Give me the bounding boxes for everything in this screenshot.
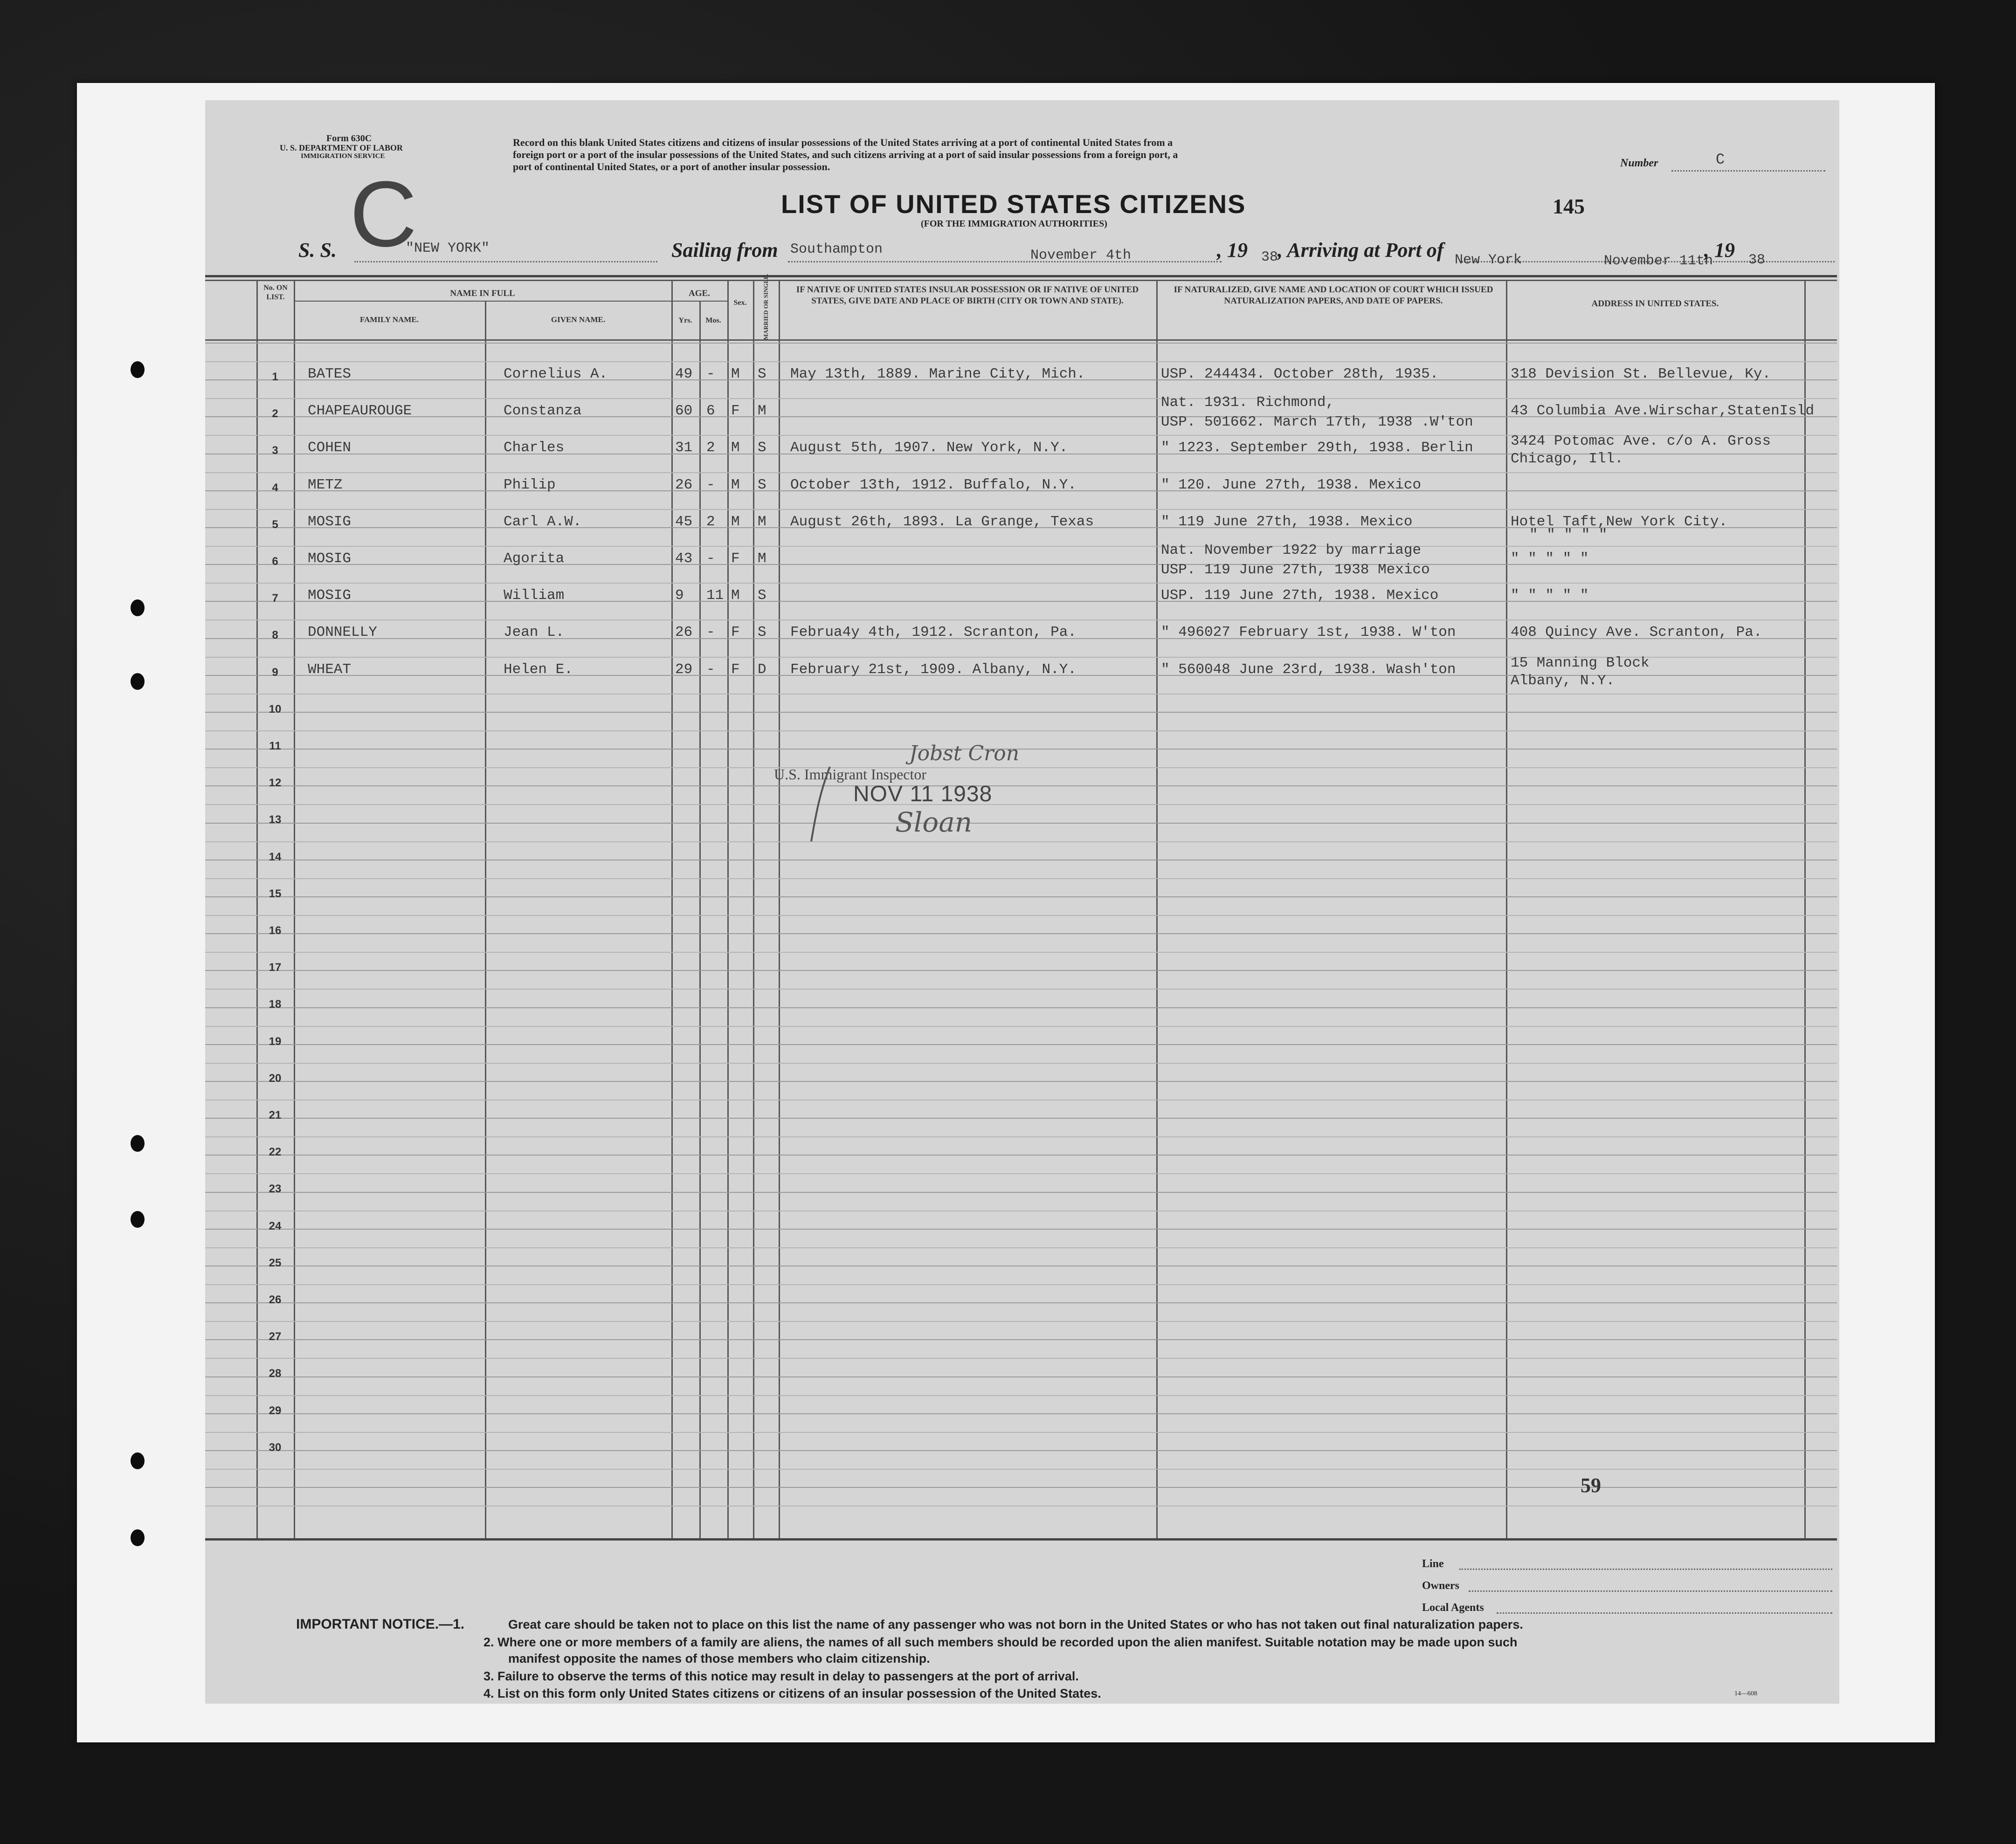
row-rule [205,1044,1837,1045]
row-rule [205,1229,1837,1230]
cell-birth: August 26th, 1893. La Grange, Texas [790,513,1094,530]
cell-mos: 2 [706,513,715,530]
cell-addr-1: 43 Columbia Ave.Wirschar,StatenIsld [1511,403,1815,420]
stamp-number: 145 [1553,194,1585,218]
notice-item-2a: 2. Where one or more members of a family are aliens, the names of all such members should be recorded upon the alien manifest. Suitable notation may be made upon such [483,1635,1518,1649]
header-given-name: GIVEN NAME. [551,315,606,324]
cell-family: MOSIG [308,550,352,567]
row-rule [205,1450,1837,1451]
row-rule [205,1469,1837,1470]
cell-given: Jean L. [504,624,565,641]
row-number: 21 [269,1109,282,1122]
cell-birth: October 13th, 1912. Buffalo, N.Y. [790,476,1077,493]
owners-label: Owners [1422,1580,1459,1592]
row-rule [205,583,1837,584]
cell-sex: M [731,440,740,456]
service-name: IMMIGRATION SERVICE [301,152,385,160]
owners-field [1469,1590,1832,1592]
cell-birth: Februa4y 4th, 1912. Scranton, Pa. [790,624,1077,641]
row-rule [205,398,1837,399]
header-birth: IF NATIVE OF UNITED STATES INSULAR POSSESSION OR IF NATIVE OF UNITED STATES, GIVE DATE AND PLACE OF BIRTH (CITY OR TOWN AND STATE). [796,285,1139,306]
punch-hole [131,1529,145,1546]
handwritten-letter: C [350,162,417,266]
cell-given: Philip [504,476,556,493]
signature-stroke [802,762,895,855]
cell-mos: - [706,366,715,382]
notice-item-1: Great care should be taken not to place on this list the name of any passenger who was not born in the United States or who has not taken out final naturalization papers. [508,1617,1523,1631]
cell-sex: M [731,513,740,530]
cell-mos: 2 [706,440,715,456]
ship-name: "NEW YORK" [406,241,490,256]
row-rule [205,915,1837,916]
row-rule [205,1192,1837,1193]
cell-family: MOSIG [308,513,352,530]
row-number: 26 [269,1294,282,1306]
row-rule [205,952,1837,953]
row-rule [205,1081,1837,1082]
cell-mos: - [706,476,715,493]
row-rule [205,1007,1837,1008]
row-rule [205,1506,1837,1507]
cell-yrs: 45 [675,513,693,530]
cell-birth: August 5th, 1907. New York, N.Y. [790,440,1068,456]
row-rule [205,1302,1837,1303]
manifest-table [205,275,1837,1543]
arrival-date: November 11th [1604,253,1713,269]
row-rule [205,564,1837,565]
cell-addr-1: " " " " " [1511,587,1589,604]
cell-addr-1: 408 Quincy Ave. Scranton, Pa. [1511,624,1762,641]
cell-ms: M [758,403,766,420]
header-sex: Sex. [733,299,747,307]
cell-birth: February 21st, 1909. Albany, N.Y. [790,661,1077,678]
cell-family: COHEN [308,440,352,456]
cell-yrs: 60 [675,403,693,420]
cell-family: MOSIG [308,587,352,604]
arrival-year: 38 [1748,252,1766,268]
punch-hole [131,1452,145,1469]
number-label: Number [1620,157,1658,169]
cell-ms: S [758,440,766,456]
second-signature: Sloan [895,806,973,838]
cell-ms: M [758,513,766,530]
cell-ms: D [758,661,766,678]
inspector-signature: Jobst Cron [909,742,1020,765]
arriving-port: New York [1455,252,1522,268]
row-number: 20 [269,1072,282,1085]
punch-hole [131,361,145,378]
row-number: 10 [269,702,282,716]
punch-hole [131,599,145,616]
row-rule [205,1339,1837,1340]
row-rule [205,343,1837,344]
row-rule [205,546,1837,547]
sailing-year-prefix: , 19 [1217,239,1248,261]
cell-family: CHAPEAUROUGE [308,403,412,420]
row-rule [205,1284,1837,1285]
cell-given: Cornelius A. [504,366,608,382]
header-age: AGE. [689,289,710,298]
row-number: 6 [272,555,278,568]
row-number: 23 [269,1183,282,1196]
arrival-year-prefix: , 19 [1704,239,1735,261]
cell-sex: M [731,476,740,493]
row-number: 1 [272,371,278,383]
cell-nat-1: Nat. 1931. Richmond, [1161,394,1335,411]
cell-nat-1: Nat. November 1922 by marriage [1161,542,1422,558]
cell-given: William [504,587,565,604]
cell-family: METZ [308,476,343,493]
row-number: 16 [269,924,282,937]
row-rule [205,712,1837,713]
row-number: 15 [269,887,282,900]
agents-field [1497,1612,1832,1614]
row-number: 18 [269,998,282,1011]
ss-label: S. S. [298,239,337,261]
row-rule [205,1155,1837,1156]
agents-label: Local Agents [1422,1602,1484,1614]
row-rule [205,970,1837,971]
cell-nat-1: " 1223. September 29th, 1938. Berlin [1161,440,1473,456]
row-number: 19 [269,1035,282,1048]
cell-family: BATES [308,366,352,382]
row-number: 30 [269,1441,282,1454]
row-rule [205,1247,1837,1248]
row-rule [205,989,1837,990]
stamp-date: NOV 11 1938 [853,782,993,806]
cell-birth: May 13th, 1889. Marine City, Mich. [790,366,1085,382]
row-rule [205,1432,1837,1433]
cell-yrs: 26 [675,476,693,493]
cell-given: Helen E. [504,661,573,678]
inspector-stamp [718,743,1184,893]
row-rule [205,694,1837,695]
cell-mos: - [706,550,715,567]
cell-ms: M [758,550,766,567]
row-rule [205,933,1837,934]
row-rule [205,1100,1837,1101]
line-field [1459,1569,1832,1570]
row-rule [205,1413,1837,1414]
row-number: 11 [269,740,281,752]
header-family-name: FAMILY NAME. [360,315,419,324]
cell-sex: F [731,624,740,641]
cell-nat-1: " 120. June 27th, 1938. Mexico [1161,476,1422,493]
cell-ms: S [758,587,766,604]
cell-ms: S [758,476,766,493]
cell-nat-2: USP. 501662. March 17th, 1938 .W'ton [1161,414,1473,431]
row-rule [205,1063,1837,1064]
page-number: 59 [1581,1474,1601,1497]
sailing-from-value: Southampton [790,241,883,257]
page-subtitle: (FOR THE IMMIGRATION AUTHORITIES) [921,219,1107,229]
row-rule [205,472,1837,473]
row-rule [205,619,1837,620]
cell-addr-2: Chicago, Ill. [1511,451,1623,468]
cell-addr-2: Albany, N.Y. [1511,672,1615,689]
header-no-on-list: No. ON LIST. [263,284,288,301]
header-married-single: MARRIED OR SINGLE. [762,274,769,340]
cell-addr-1: 318 Devision St. Bellevue, Ky. [1511,366,1771,382]
row-number: 2 [272,407,278,420]
cell-nat-1: " 119 June 27th, 1938. Mexico [1161,513,1413,530]
cell-mos: - [706,661,715,678]
cell-yrs: 26 [675,624,693,641]
row-rule [205,730,1837,731]
row-number: 14 [269,850,282,863]
cell-mos: - [706,624,715,641]
row-number: 12 [269,777,282,790]
cell-given: Charles [504,440,565,456]
cell-addr-1: 3424 Potomac Ave. c/o A. Gross [1511,433,1771,450]
cell-addr-1: " " " " " [1511,550,1589,567]
row-number: 25 [269,1256,282,1269]
cell-yrs: 43 [675,550,693,567]
department-name: U. S. DEPARTMENT OF LABOR [280,143,403,152]
cell-sex: M [731,366,740,382]
row-number: 3 [272,444,278,457]
cell-yrs: 9 [675,587,684,604]
cell-ms: S [758,366,766,382]
cell-ms: S [758,624,766,641]
instruction-line-2: foreign port or a port of the insular possessions of the United States, and such citizens arriving at a port of said insular possessions from a foreign port, a [513,149,1178,160]
row-number: 29 [269,1404,282,1417]
cell-sex: F [731,403,740,420]
row-rule [205,1173,1837,1174]
row-number: 17 [269,961,282,974]
row-rule [205,1026,1837,1027]
cell-nat-1: " 560048 June 23rd, 1938. Wash'ton [1161,661,1456,678]
row-number: 27 [269,1330,282,1343]
header-address: ADDRESS IN UNITED STATES. [1591,299,1719,309]
row-rule [205,1358,1837,1359]
sailing-from-label: Sailing from [671,239,778,261]
instruction-line-1: Record on this blank United States citizens and citizens of insular possessions of the United States arriving at a port of continental United States from a [513,137,1173,148]
cell-nat-1: USP. 119 June 27th, 1938. Mexico [1161,587,1439,604]
cell-nat-2: USP. 119 June 27th, 1938 Mexico [1161,562,1430,578]
header-mos: Mos. [705,317,721,324]
page-title: LIST OF UNITED STATES CITIZENS [781,189,1246,219]
cell-nat-1: " 496027 February 1st, 1938. W'ton [1161,624,1456,641]
arriving-label: , Arriving at Port of [1277,239,1444,261]
cell-sex: M [731,587,740,604]
row-number: 22 [269,1146,282,1159]
cell-addr-ditto: " " " " " [1529,526,1608,543]
row-number: 13 [269,813,282,826]
cell-sex: F [731,661,740,678]
number-value: C [1716,151,1725,168]
cell-yrs: 31 [675,440,693,456]
inspector-title: U.S. Immigrant Inspector [774,766,927,783]
number-line [1671,170,1825,172]
row-rule [205,601,1837,602]
row-number: 7 [272,592,278,605]
header-naturalized: IF NATURALIZED, GIVE NAME AND LOCATION OF COURT WHICH ISSUED NATURALIZATION PAPERS, AND DATE OF PAPERS. [1174,285,1493,306]
row-number: 28 [269,1367,282,1380]
cell-given: Carl A.W. [504,513,582,530]
sailing-from-line [788,261,1222,262]
header-name-in-full: NAME IN FULL [450,289,515,298]
cell-sex: F [731,550,740,567]
header-yrs: Yrs. [678,317,692,324]
sailing-year: 38 [1261,249,1278,265]
instruction-line-3: port of continental United States, or a port of another insular possession. [513,161,830,172]
row-rule [205,1376,1837,1377]
cell-family: DONNELLY [308,624,377,641]
row-rule [205,1321,1837,1322]
row-rule [205,509,1837,510]
row-number: 4 [272,481,278,494]
row-rule [205,1136,1837,1137]
cell-mos: 6 [706,403,715,420]
notice-title: IMPORTANT NOTICE.—1. [296,1617,465,1632]
row-number: 24 [269,1219,282,1232]
cell-mos: 11 [706,587,724,604]
punch-hole [131,673,145,690]
ship-line [354,261,657,262]
row-number: 8 [272,629,278,642]
cell-yrs: 49 [675,366,693,382]
cell-family: WHEAT [308,661,352,678]
notice-item-3: 3. Failure to observe the terms of this notice may result in delay to passengers at the port of arrival. [483,1669,1079,1683]
row-rule [205,896,1837,897]
row-rule [205,1118,1837,1119]
form-number: Form 630C [326,133,372,144]
cell-nat-1: USP. 244434. October 28th, 1935. [1161,366,1439,382]
punch-hole [131,1211,145,1228]
citizens-list-form [205,100,1839,1704]
row-number: 5 [272,518,278,531]
cell-given: Constanza [504,403,582,420]
sailing-date: November 4th [1030,248,1132,263]
cell-yrs: 29 [675,661,693,678]
line-label: Line [1422,1558,1444,1570]
row-rule [205,1395,1837,1396]
cell-addr-1: Hotel Taft,New York City. [1511,513,1728,530]
print-code: 14—608 [1734,1690,1757,1697]
cell-addr-1: 15 Manning Block [1511,654,1650,671]
punch-hole [131,1135,145,1152]
row-rule [205,361,1837,362]
cell-given: Agorita [504,550,565,567]
notice-item-2b: manifest opposite the names of those members who claim citizenship. [508,1651,930,1665]
notice-item-4: 4. List on this form only United States citizens or citizens of an insular possession of the United States. [483,1686,1101,1700]
row-number: 9 [272,666,278,679]
